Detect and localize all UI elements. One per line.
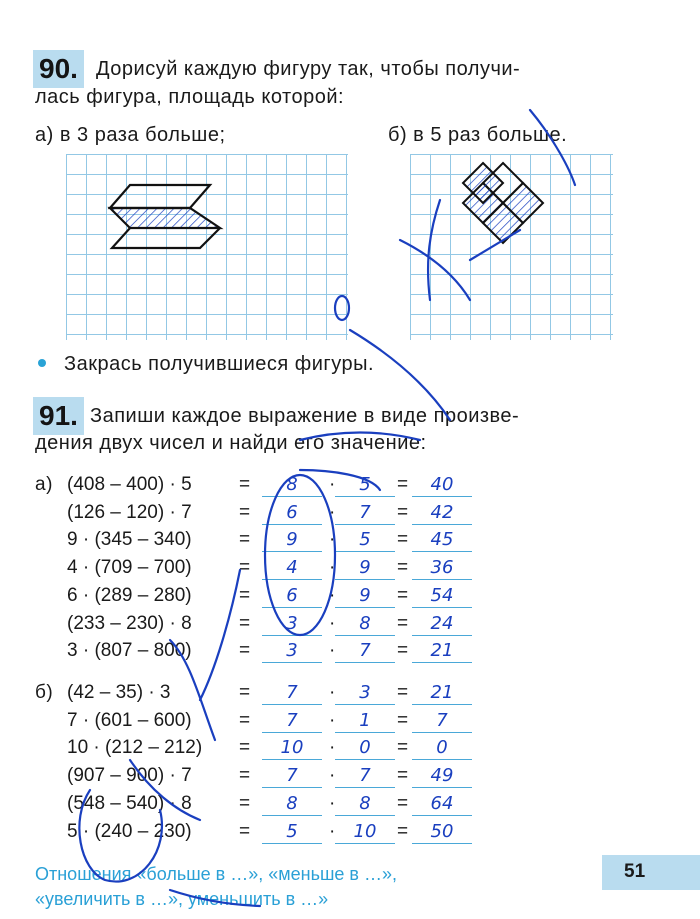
equals-sign: = [397, 682, 409, 703]
multiply-sign: · [329, 474, 336, 495]
result-answer[interactable]: 42 [412, 502, 472, 525]
factor-2-answer[interactable]: 8 [335, 793, 395, 816]
equals-sign: = [397, 709, 409, 731]
equals-sign: = [397, 820, 409, 842]
multiply-sign: · [329, 820, 336, 842]
task-90-text-line2: лась фигура, площадь которой: [35, 86, 345, 108]
colour-instruction: Закрась получившиеся фигуры. [64, 353, 375, 375]
factor-1-answer[interactable]: 7 [262, 710, 322, 733]
group-a-label: а) [35, 474, 53, 495]
multiply-sign: · [329, 765, 336, 787]
task-90-text-line1: Дорисуй каждую фигуру так, чтобы получи- [96, 58, 521, 80]
equals-sign: = [397, 640, 409, 662]
equals-sign: = [239, 474, 251, 495]
result-answer[interactable]: 50 [412, 821, 472, 844]
result-answer[interactable]: 40 [412, 474, 472, 497]
factor-2-answer[interactable]: 9 [335, 557, 395, 580]
equals-sign: = [397, 765, 409, 787]
equals-sign: = [397, 474, 409, 495]
equals-sign: = [239, 765, 251, 787]
factor-1-answer[interactable]: 7 [262, 765, 322, 788]
multiply-sign: · [329, 792, 336, 814]
factor-2-answer[interactable]: 8 [335, 613, 395, 636]
equals-sign: = [397, 792, 409, 814]
factor-2-answer[interactable]: 7 [335, 640, 395, 663]
factor-2-answer[interactable]: 0 [335, 737, 395, 760]
factor-1-answer[interactable]: 8 [262, 474, 322, 497]
figure-b [463, 163, 543, 243]
expression-text: (408 – 400) · 5 [67, 474, 192, 495]
equals-sign: = [239, 737, 251, 759]
expression-text: 9 · (345 – 340) [67, 529, 192, 551]
equals-sign: = [239, 682, 251, 703]
factor-1-answer[interactable]: 6 [262, 502, 322, 525]
equals-sign: = [397, 529, 409, 551]
factor-1-answer[interactable]: 6 [262, 585, 322, 608]
result-answer[interactable]: 36 [412, 557, 472, 580]
equals-sign: = [239, 529, 251, 551]
factor-1-answer[interactable]: 3 [262, 613, 322, 636]
equals-sign: = [239, 501, 251, 523]
result-answer[interactable]: 64 [412, 793, 472, 816]
multiply-sign: · [329, 584, 336, 606]
result-answer[interactable]: 54 [412, 585, 472, 608]
result-answer[interactable]: 24 [412, 613, 472, 636]
factor-1-answer[interactable]: 3 [262, 640, 322, 663]
expression-text: 6 · (289 – 280) [67, 584, 192, 606]
equals-sign: = [239, 709, 251, 731]
result-answer[interactable]: 45 [412, 529, 472, 552]
expression-text: 3 · (807 – 800) [67, 640, 192, 662]
factor-2-answer[interactable]: 5 [335, 529, 395, 552]
factor-2-answer[interactable]: 7 [335, 502, 395, 525]
expression-text: (42 – 35) · 3 [67, 682, 171, 703]
page-number: 51 [602, 855, 700, 890]
factor-1-answer[interactable]: 7 [262, 682, 322, 705]
figure-a [110, 185, 220, 248]
task-91-number: 91. [33, 397, 84, 435]
equals-sign: = [239, 792, 251, 814]
multiply-sign: · [329, 682, 336, 703]
expression-text: (233 – 230) · 8 [67, 612, 192, 634]
equals-sign: = [239, 640, 251, 662]
equals-sign: = [239, 584, 251, 606]
multiply-sign: · [329, 737, 336, 759]
result-answer[interactable]: 21 [412, 640, 472, 663]
factor-1-answer[interactable]: 8 [262, 793, 322, 816]
factor-2-answer[interactable]: 7 [335, 765, 395, 788]
multiply-sign: · [329, 529, 336, 551]
result-answer[interactable]: 49 [412, 765, 472, 788]
factor-2-answer[interactable]: 3 [335, 682, 395, 705]
result-answer[interactable]: 7 [412, 710, 472, 733]
group-b-label: б) [35, 682, 54, 703]
equals-sign: = [397, 737, 409, 759]
equals-sign: = [239, 557, 251, 579]
expression-text: (126 – 120) · 7 [67, 501, 192, 523]
factor-2-answer[interactable]: 1 [335, 710, 395, 733]
expression-text: (907 – 900) · 7 [67, 765, 192, 787]
result-answer[interactable]: 21 [412, 682, 472, 705]
factor-2-answer[interactable]: 5 [335, 474, 395, 497]
result-answer[interactable]: 0 [412, 737, 472, 760]
multiply-sign: · [329, 612, 336, 634]
expression-text: 10 · (212 – 212) [67, 737, 203, 759]
factor-1-answer[interactable]: 10 [262, 737, 322, 760]
equals-sign: = [397, 584, 409, 606]
factor-1-answer[interactable]: 4 [262, 557, 322, 580]
equals-sign: = [397, 501, 409, 523]
expression-text: 7 · (601 – 600) [67, 709, 192, 731]
footer-line1: Отношения «больше в …», «меньше в …», [35, 864, 397, 884]
task-91-text-line1: Запиши каждое выражение в виде произве- [90, 405, 520, 427]
factor-1-answer[interactable]: 5 [262, 821, 322, 844]
task-90-part-b: б) в 5 раз больше. [388, 124, 568, 146]
expression-text: (548 – 540) · 8 [67, 792, 192, 814]
expression-text: 4 · (709 – 700) [67, 557, 192, 579]
equals-sign: = [397, 557, 409, 579]
equals-sign: = [239, 820, 251, 842]
multiply-sign: · [329, 501, 336, 523]
factor-2-answer[interactable]: 10 [335, 821, 395, 844]
equals-sign: = [239, 612, 251, 634]
equals-sign: = [397, 612, 409, 634]
factor-1-answer[interactable]: 9 [262, 529, 322, 552]
multiply-sign: · [329, 709, 336, 731]
multiply-sign: · [329, 640, 336, 662]
multiply-sign: · [329, 557, 336, 579]
factor-2-answer[interactable]: 9 [335, 585, 395, 608]
task-91-text-line2: дения двух чисел и найди его значение: [35, 432, 427, 454]
task-90-number: 90. [33, 50, 84, 88]
footer-line2: «увеличить в …», уменьшить в …» [35, 889, 329, 909]
task-90-part-a: а) в 3 раза больше; [35, 124, 226, 146]
expression-text: 5 · (240 – 230) [67, 820, 192, 842]
